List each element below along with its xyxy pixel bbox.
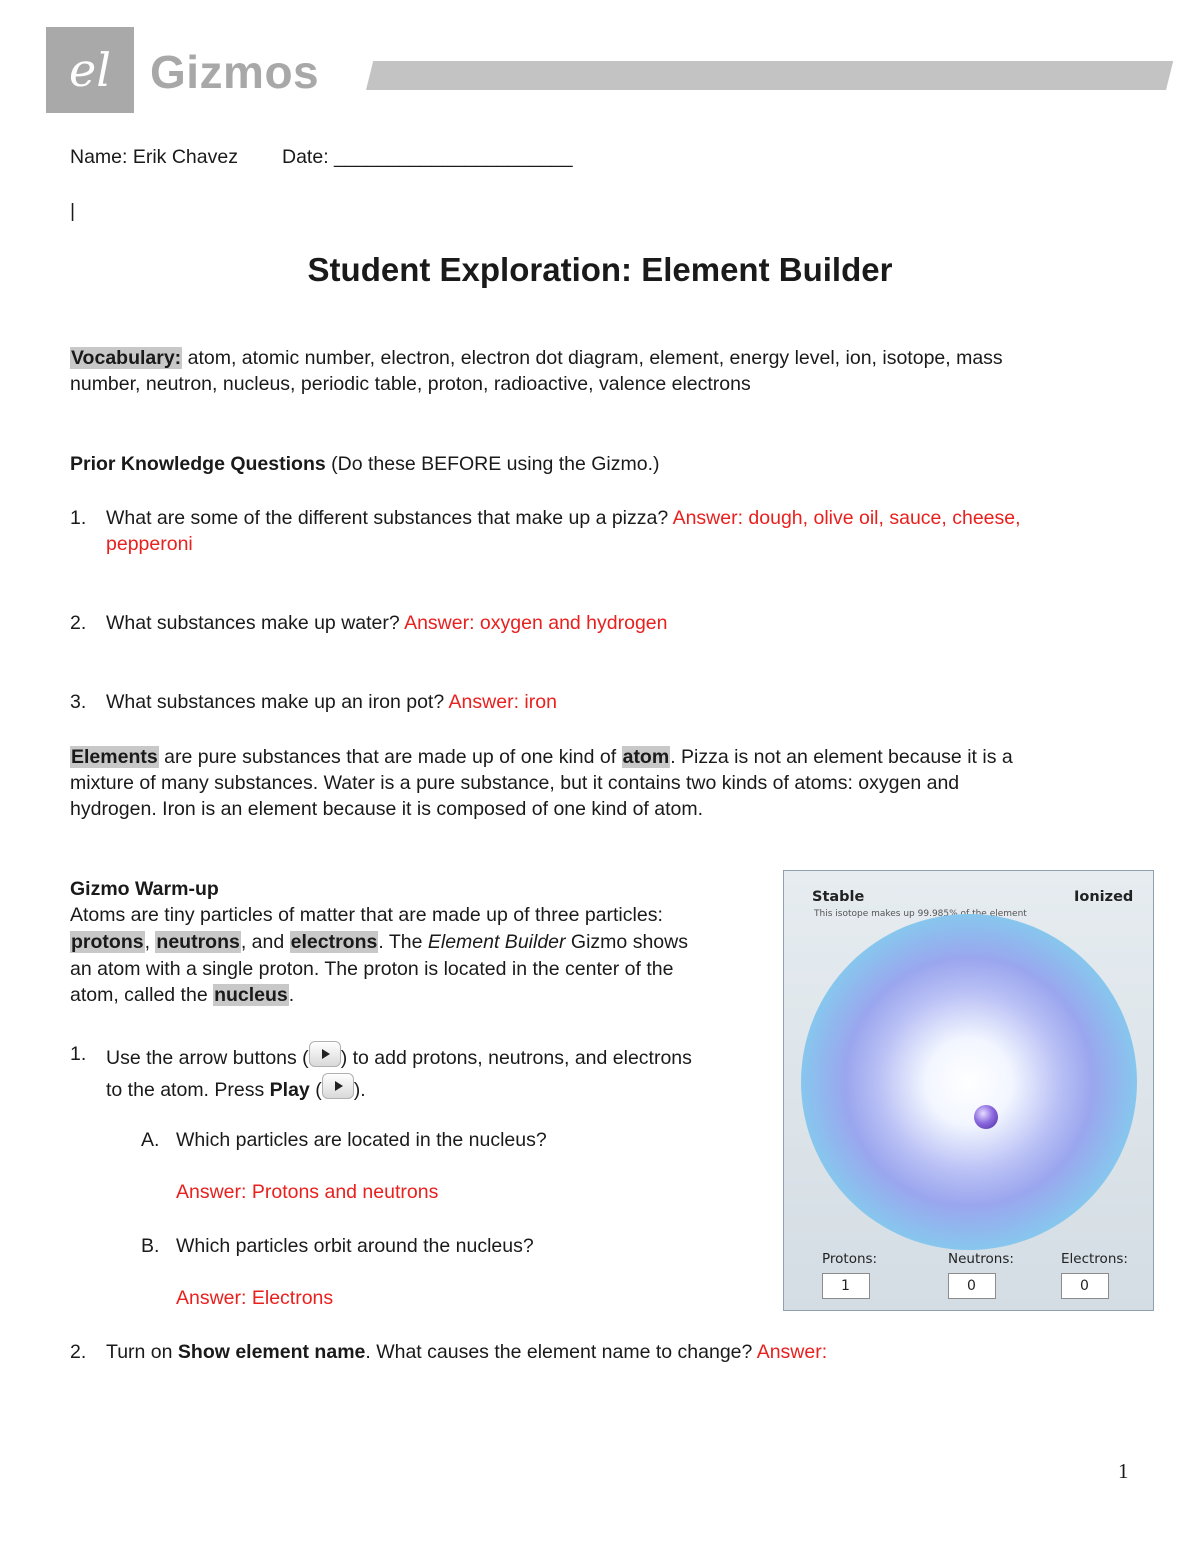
sub-question-letter: B. [141,1235,160,1257]
text-cursor: | [70,200,76,222]
isotope-note: This isotope makes up 99.985% of the element [814,909,1027,919]
term-elements: Elements [71,746,158,768]
answer-text: Answer: [756,1341,828,1363]
warmup-question-1-line-1 [106,1041,692,1071]
logo-mark: el [69,43,111,97]
question-text: Use the arrow buttons ( [106,1047,309,1069]
neutrons-count: 0 [948,1273,996,1299]
elements-paragraph-line-3: hydrogen. Iron is an element because it is composed of one kind of atom. [70,798,704,820]
question-text: Turn on [106,1341,178,1363]
element-builder-screenshot [783,870,1154,1311]
paragraph-text: are pure substances that are made up of one kind of [158,746,622,768]
nucleus-proton [974,1105,998,1129]
answer-text-continued: pepperoni [106,533,193,555]
show-element-name-label: Show element name [177,1341,366,1363]
name-field: Name: Erik Chavez [70,146,238,168]
paragraph-text: Gizmo shows [565,931,688,953]
question-text: What substances make up water? [106,612,405,634]
prior-heading-note: (Do these BEFORE using the Gizmo.) [325,453,660,475]
term-nucleus: nucleus [214,984,288,1006]
term-electrons: electrons [290,931,378,953]
sub-question-a: Which particles are located in the nucleus? [176,1129,547,1151]
warmup-line-1: Atoms are tiny particles of matter that are made up of three particles: [70,904,663,926]
question-text: ). [353,1079,366,1101]
question-text: . What causes the element name to change? [365,1341,757,1363]
gizmos-logo [46,27,134,113]
question-number: 3. [70,691,87,713]
question-text: to the atom. Press [106,1079,270,1101]
question-text: ) to add protons, neutrons, and electrons [340,1047,692,1069]
question-text: What are some of the different substances that make up a pizza? [106,507,673,529]
protons-label: Protons: [822,1251,878,1267]
header-bar [366,61,1173,90]
play-label: Play [269,1079,310,1101]
question-number: 1. [70,1043,87,1065]
vocabulary-label: Vocabulary: [71,347,182,369]
ionized-label: Ionized [1074,889,1134,905]
date-field: Date: ______________________ [282,146,573,168]
answer-text: Answer: oxygen and hydrogen [404,612,668,634]
brand-name: Gizmos [150,46,320,98]
prior-question-3 [106,689,557,715]
question-text: ( [309,1079,322,1101]
paragraph-text: atom, called the [70,984,214,1006]
page-number: 1 [1118,1459,1129,1483]
paragraph-text: . Pizza is not an element because it is a [670,746,1013,768]
warmup-line-2 [70,929,688,955]
paragraph-text: . [288,984,295,1006]
prior-heading-bold: Prior Knowledge Questions [70,453,326,475]
play-button-icon [322,1073,354,1099]
atom-electron-cloud [801,914,1137,1250]
neutrons-label: Neutrons: [948,1251,1014,1267]
vocabulary-line-1 [70,345,1003,371]
protons-count: 1 [822,1273,870,1299]
elements-paragraph-line-1 [70,744,1013,770]
prior-question-1 [106,505,1021,531]
page-title: Student Exploration: Element Builder [307,251,893,288]
term-atom: atom [622,746,670,768]
electrons-count: 0 [1061,1273,1109,1299]
warmup-line-4 [70,982,294,1008]
warmup-question-2 [106,1339,827,1365]
answer-text: Answer: iron [448,691,557,713]
paragraph-text: . The [378,931,428,953]
question-number: 2. [70,612,87,634]
stable-label: Stable [812,889,865,905]
question-text: What substances make up an iron pot? [106,691,449,713]
term-protons: protons [71,931,144,953]
vocabulary-terms: atom, atomic number, electron, electron dot diagram, element, energy level, ion, isotope, mass [182,347,1003,369]
sub-question-letter: A. [141,1129,160,1151]
sub-question-b: Which particles orbit around the nucleus? [176,1235,534,1257]
prior-question-2 [106,610,668,636]
vocabulary-line-2: number, neutron, nucleus, periodic table, proton, radioactive, valence electrons [70,373,751,395]
warmup-question-1-line-2 [106,1073,366,1103]
warmup-line-3: an atom with a single proton. The proton is located in the center of the [70,958,674,980]
question-number: 2. [70,1341,87,1363]
arrow-button-icon [309,1041,341,1067]
paragraph-text: , and [240,931,290,953]
electrons-label: Electrons: [1061,1251,1128,1267]
warmup-heading: Gizmo Warm-up [70,878,219,900]
paragraph-text: , [144,931,156,953]
question-number: 1. [70,507,87,529]
answer-text: Answer: dough, olive oil, sauce, cheese, [672,507,1021,529]
prior-knowledge-heading [70,451,660,477]
term-neutrons: neutrons [156,931,240,953]
gizmo-name: Element Builder [427,931,566,953]
sub-answer-a: Answer: Protons and neutrons [176,1181,439,1203]
elements-paragraph-line-2: mixture of many substances. Water is a pure substance, but it contains two kinds of atoms: oxygen and [70,772,960,794]
sub-answer-b: Answer: Electrons [176,1287,334,1309]
